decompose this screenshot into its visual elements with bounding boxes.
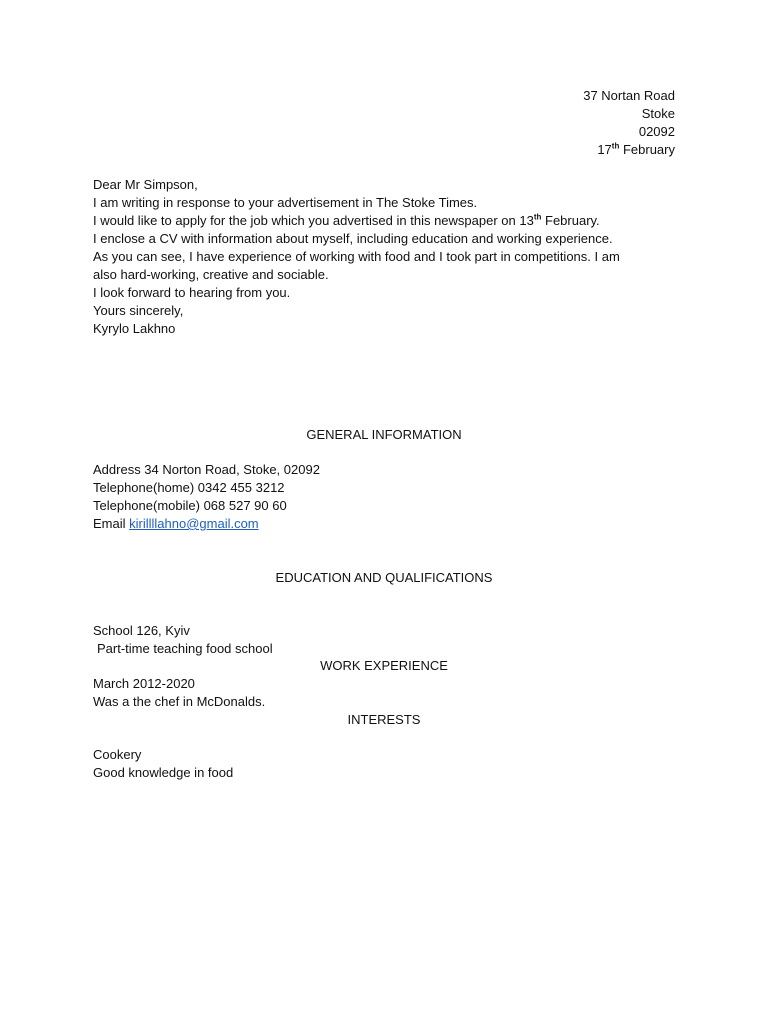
education-heading: EDUCATION AND QUALIFICATIONS — [275, 570, 493, 585]
signature: Kyrylo Lakhno — [93, 321, 176, 336]
salutation: Dear Mr Simpson, — [93, 177, 198, 192]
work-period: March 2012-2020 — [93, 676, 195, 691]
letter-line-2-month: February. — [541, 213, 600, 228]
education-school: School 126, Kyiv — [93, 623, 190, 638]
letter-line-1: I am writing in response to your advertisement in The Stoke Times. — [93, 195, 478, 210]
address-postcode: 02092 — [638, 124, 675, 139]
interests-heading: INTERESTS — [347, 712, 421, 727]
letter-line-2 — [93, 212, 600, 230]
letter-line-5: also hard-working, creative and sociable. — [93, 267, 329, 282]
date-day: 17 — [597, 142, 612, 157]
general-information-heading: GENERAL INFORMATION — [306, 427, 462, 442]
address-line: Address 34 Norton Road, Stoke, 02092 — [93, 462, 320, 477]
address-city: Stoke — [641, 106, 675, 121]
letter-line-2-suffix: th — [533, 212, 542, 222]
telephone-home: Telephone(home) 0342 455 3212 — [93, 480, 285, 495]
email-line — [93, 515, 259, 533]
email-link[interactable]: kirillllahno@gmail.com — [129, 516, 259, 531]
letter-line-6: I look forward to hearing from you. — [93, 285, 291, 300]
telephone-mobile: Telephone(mobile) 068 527 90 60 — [93, 498, 287, 513]
letter-line-4: As you can see, I have experience of working with food and I took part in competitions. I am — [93, 249, 620, 264]
email-label: Email — [93, 516, 130, 531]
work-role: Was a the chef in McDonalds. — [93, 694, 266, 709]
date-month: February — [619, 142, 675, 157]
date-suffix: th — [611, 141, 620, 151]
interest-item-2: Good knowledge in food — [93, 765, 234, 780]
letter-line-2-text: I would like to apply for the job which you advertised in this newspaper on 13 — [93, 213, 534, 228]
interest-item-1: Cookery — [93, 747, 142, 762]
letter-line-3: I enclose a CV with information about myself, including education and working experience. — [93, 231, 613, 246]
work-experience-heading: WORK EXPERIENCE — [320, 658, 448, 673]
closing: Yours sincerely, — [93, 303, 184, 318]
letter-date — [597, 141, 675, 159]
education-course: Part-time teaching food school — [97, 641, 273, 656]
address-street: 37 Nortan Road — [583, 88, 675, 103]
